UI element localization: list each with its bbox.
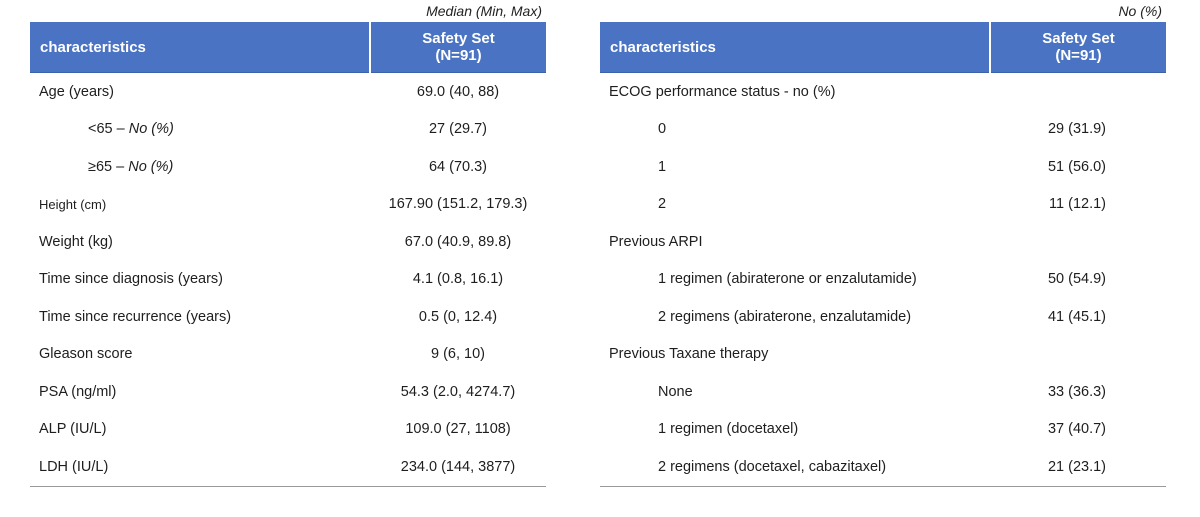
table-row [30, 223, 546, 261]
baseline-continuous-table [30, 22, 546, 487]
right-table-body [600, 73, 1166, 487]
table-row [30, 186, 546, 224]
row-label-text: Gleason score [39, 346, 133, 363]
table-row [600, 411, 1166, 449]
baseline-categorical-panel [600, 0, 1166, 487]
row-label-text: <65 – [88, 121, 129, 138]
table-row [600, 298, 1166, 336]
row-label-unit: No (%) [128, 158, 174, 175]
table-header-row [600, 22, 1166, 73]
row-label: Previous ARPI [609, 233, 703, 250]
table-row [600, 111, 1166, 149]
table-row [600, 448, 1166, 486]
row-value: 9 (6, 10) [431, 346, 485, 363]
row-label [30, 336, 370, 374]
row-value: 64 (70.3) [428, 158, 488, 175]
characteristics-header: characteristics [600, 22, 990, 73]
table-row [600, 186, 1166, 224]
row-value: 109.0 (27, 1108) [405, 421, 511, 438]
row-label [30, 73, 370, 111]
table-row [600, 261, 1166, 299]
row-label-text: Weight (kg) [39, 233, 113, 250]
row-value: 27 (29.7) [428, 121, 488, 138]
table-row [30, 148, 546, 186]
row-value: 167.90 (151.2, 179.3) [388, 196, 528, 213]
row-label [30, 448, 370, 486]
row-value: 11 (12.1) [1049, 196, 1106, 213]
row-value: 234.0 (144, 3877) [370, 448, 546, 486]
table-header-row [30, 22, 546, 73]
table-row [600, 336, 1166, 374]
row-label-text: Height (cm) [39, 196, 107, 212]
left-table-caption: Median (Min, Max) [426, 3, 542, 19]
row-label: 1 [658, 158, 667, 175]
row-label [30, 411, 370, 449]
row-label: None [658, 383, 693, 400]
row-label [30, 223, 370, 261]
table-row [600, 223, 1166, 261]
row-value: 67.0 (40.9, 89.8) [404, 233, 512, 250]
table-row [600, 373, 1166, 411]
row-value: 50 (54.9) [1047, 271, 1106, 288]
safety-set-header [370, 22, 546, 73]
safety-set-header-line2: (N=91) [435, 47, 482, 64]
row-label [30, 373, 370, 411]
row-value [990, 223, 1166, 261]
characteristics-header: characteristics [30, 22, 370, 73]
row-label [30, 186, 370, 224]
table-row [30, 448, 546, 486]
row-label: 2 [658, 196, 667, 213]
baseline-categorical-table [600, 22, 1166, 487]
row-value: 54.3 (2.0, 4274.7) [400, 383, 516, 400]
row-label [30, 298, 370, 336]
row-value: 37 (40.7) [1047, 421, 1106, 438]
safety-set-header [990, 22, 1166, 73]
row-value: 69.0 (40, 88) [416, 83, 500, 100]
table-row [30, 336, 546, 374]
safety-set-header-line1: Safety Set [422, 30, 495, 47]
row-label-unit: No (%) [128, 121, 174, 138]
row-label-text: ≥65 – [88, 158, 129, 175]
row-value: 41 (45.1) [1047, 308, 1106, 325]
row-value: 29 (31.9) [1047, 121, 1106, 138]
row-label: 2 regimens (abiraterone, enzalutamide) [658, 308, 912, 325]
row-label [30, 148, 370, 186]
row-label: 1 regimen (abiraterone or enzalutamide) [658, 271, 917, 288]
row-value: 21 (23.1) [990, 448, 1166, 486]
row-value: 0.5 (0, 12.4) [418, 308, 498, 325]
right-table-caption: No (%) [1118, 3, 1162, 19]
row-label-text: ALP (IU/L) [39, 421, 107, 438]
table-row [30, 73, 546, 111]
row-label-text: LDH (IU/L) [39, 458, 109, 475]
row-label-text: Time since diagnosis (years) [39, 271, 223, 288]
row-value: 4.1 (0.8, 16.1) [412, 271, 504, 288]
row-label: 2 regimens (docetaxel, cabazitaxel) [600, 448, 990, 486]
left-table-body [30, 73, 546, 487]
table-row [600, 73, 1166, 111]
row-label-text: PSA (ng/ml) [39, 383, 117, 400]
row-value [990, 73, 1166, 111]
row-value: 33 (36.3) [1047, 383, 1106, 400]
row-label [30, 111, 370, 149]
safety-set-header-line2: (N=91) [1055, 47, 1102, 64]
row-label-text: Time since recurrence (years) [39, 308, 232, 325]
table-row [30, 373, 546, 411]
row-value: 51 (56.0) [1047, 158, 1106, 175]
safety-set-header-line1: Safety Set [1042, 30, 1115, 47]
table-row [600, 148, 1166, 186]
row-label [30, 261, 370, 299]
row-label: 1 regimen (docetaxel) [658, 421, 799, 438]
row-label-text: Age (years) [39, 83, 114, 100]
row-label: ECOG performance status - no (%) [609, 83, 836, 100]
row-value [990, 336, 1166, 374]
table-row [30, 411, 546, 449]
table-row [30, 298, 546, 336]
row-label: Previous Taxane therapy [609, 346, 769, 363]
row-label: 0 [658, 121, 667, 138]
baseline-continuous-panel [30, 0, 546, 487]
table-row [30, 261, 546, 299]
table-row [30, 111, 546, 149]
